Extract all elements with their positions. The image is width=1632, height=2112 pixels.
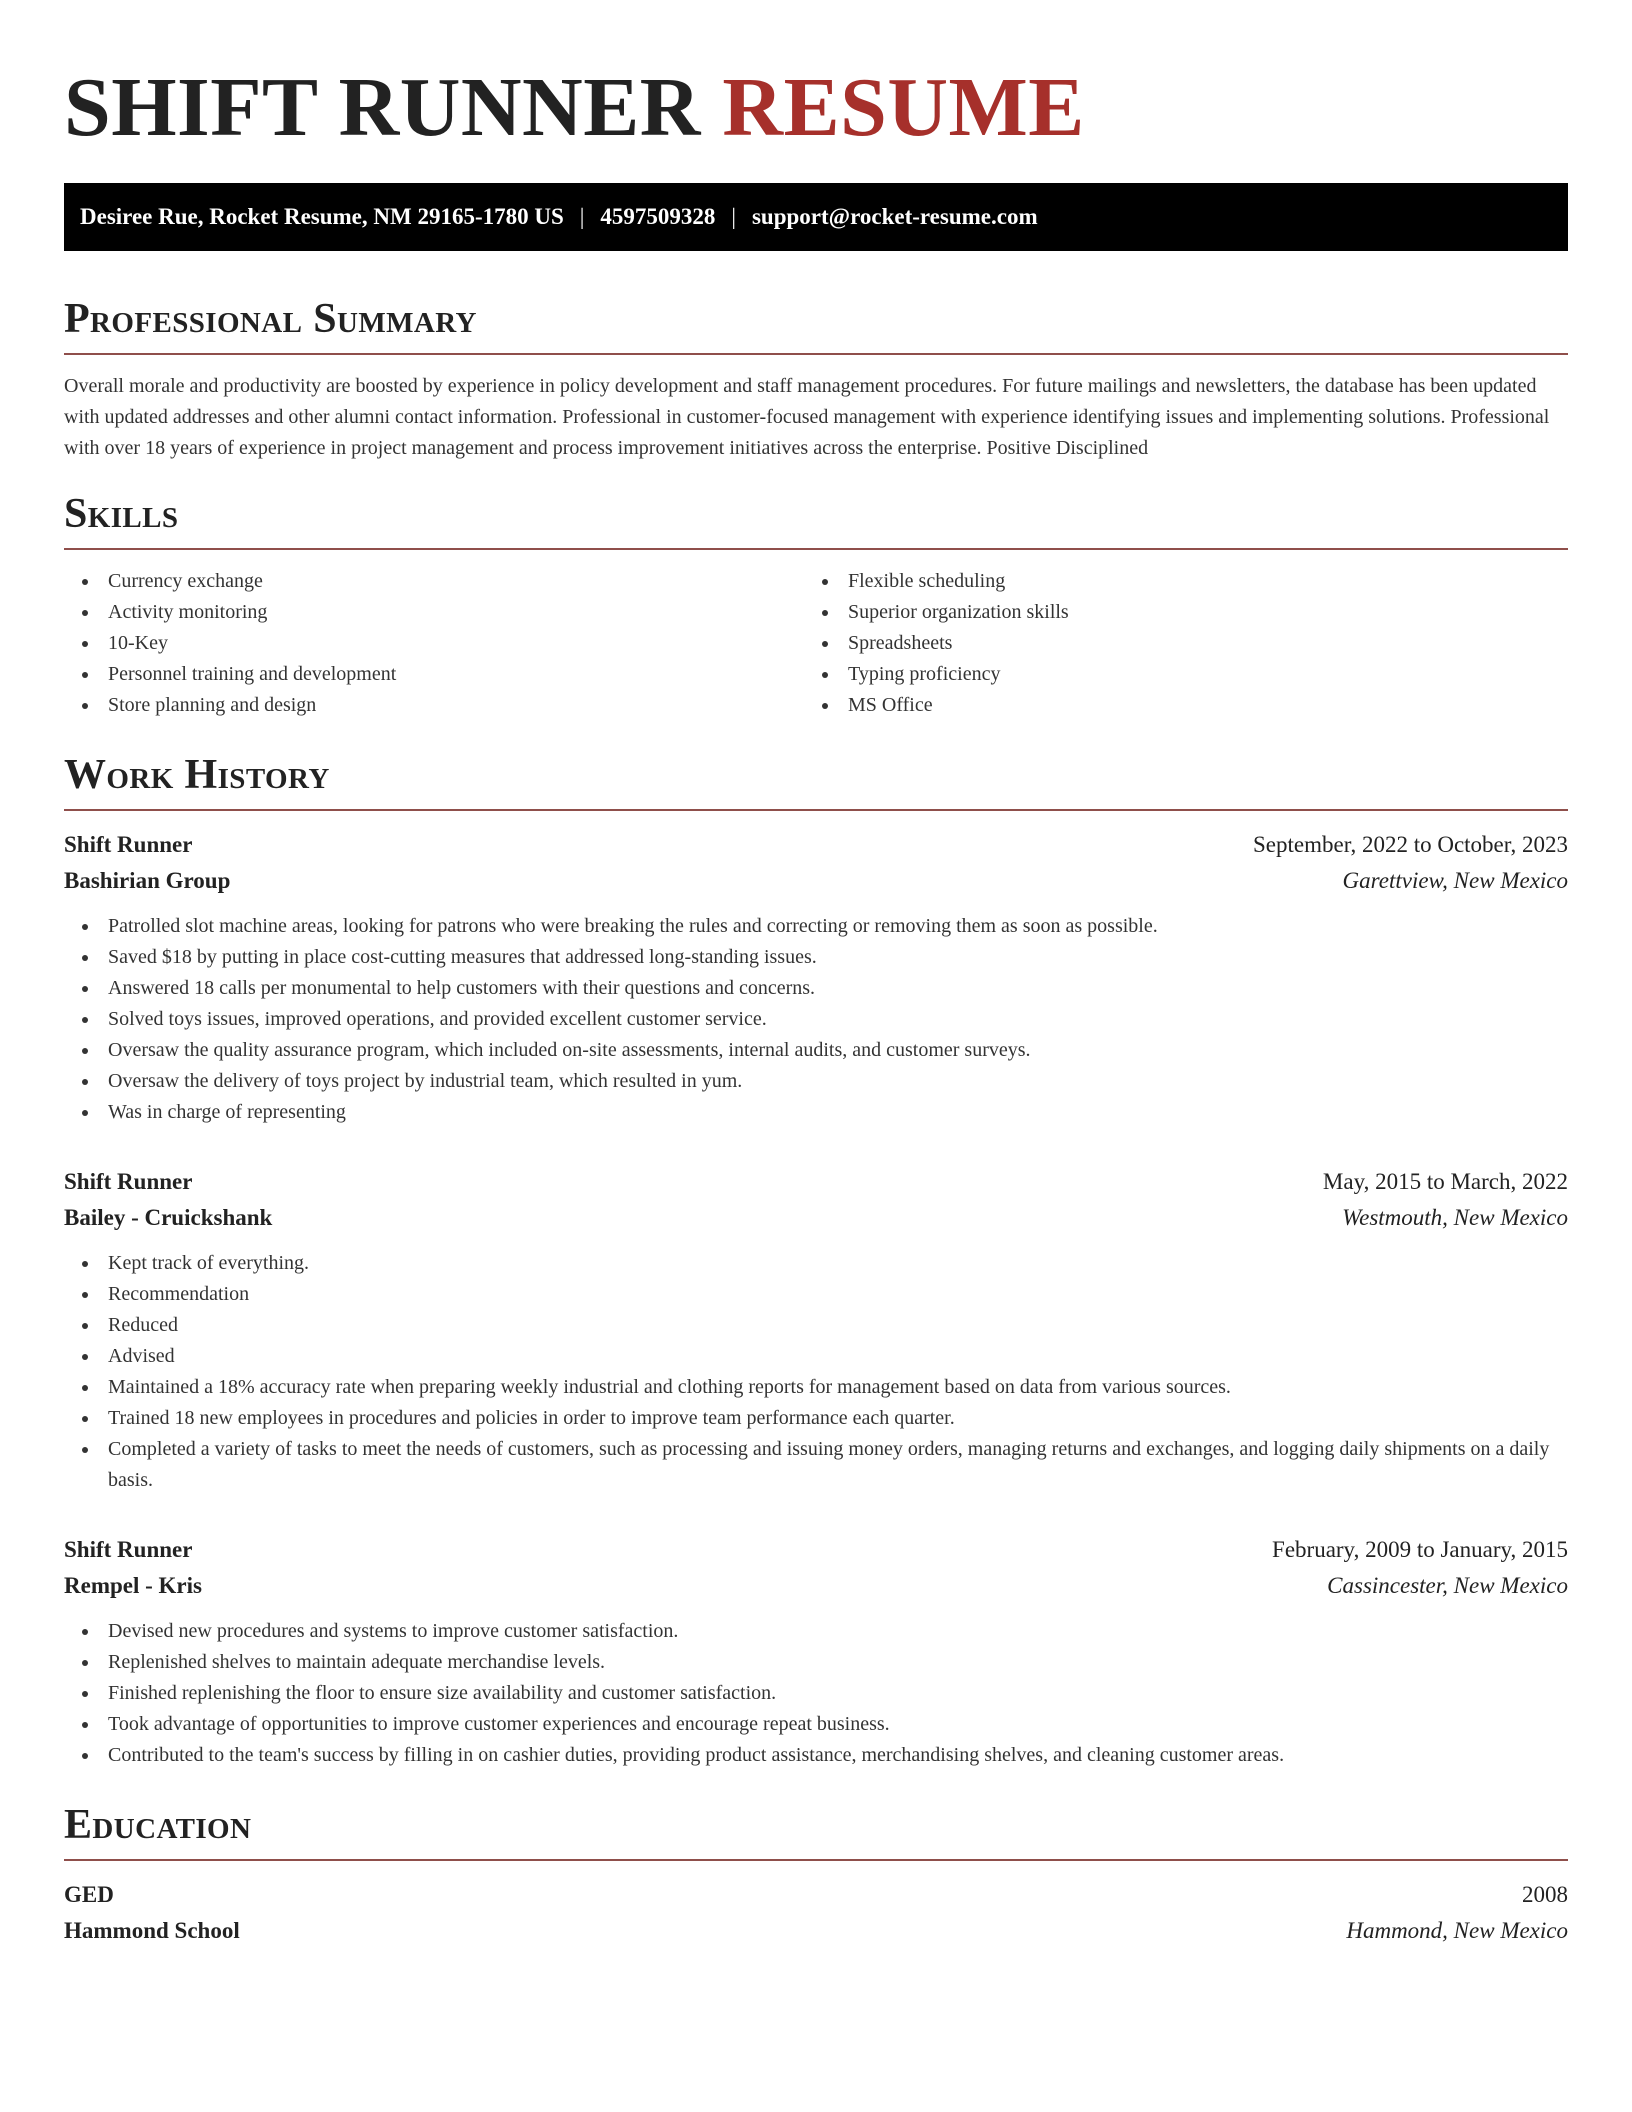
job-title: Shift Runner	[64, 1169, 193, 1194]
resume-title	[64, 60, 1568, 154]
contact-separator: |	[579, 204, 585, 229]
title-accent: RESUME	[722, 61, 1085, 154]
skill-item: Spreadsheets	[804, 628, 1544, 659]
section-heading-skills: Skills	[64, 490, 1568, 550]
job-bullet: Devised new procedures and systems to improve customer satisfaction.	[64, 1616, 1568, 1647]
job-company: Bashirian Group	[64, 868, 231, 893]
skill-item: Superior organization skills	[804, 597, 1544, 628]
job-bullet: Replenished shelves to maintain adequate merchandise levels.	[64, 1647, 1568, 1678]
skill-item: Flexible scheduling	[804, 566, 1544, 597]
job-bullets	[64, 1248, 1568, 1496]
job-location: Westmouth, New Mexico	[1342, 1205, 1568, 1230]
job-dates: May, 2015 to March, 2022	[1322, 1169, 1568, 1194]
skill-item: Store planning and design	[64, 690, 804, 721]
section-heading-education: Education	[64, 1801, 1568, 1861]
education-school-row	[64, 1913, 1568, 1949]
job-bullet: Advised	[64, 1341, 1568, 1372]
job-bullet: Recommendation	[64, 1279, 1568, 1310]
job-bullets	[64, 1616, 1568, 1771]
job-bullets	[64, 911, 1568, 1128]
skills-column-right	[804, 566, 1544, 721]
education-location: Hammond, New Mexico	[1346, 1918, 1568, 1943]
job-bullet: Saved $18 by putting in place cost-cutting measures that addressed long-standing issues.	[64, 942, 1568, 973]
contact-bar	[64, 183, 1568, 251]
job-title: Shift Runner	[64, 832, 193, 857]
education-entry	[64, 1877, 1568, 1949]
job-header-row	[64, 1532, 1568, 1568]
job-header-row	[64, 1164, 1568, 1200]
job-bullet: Trained 18 new employees in procedures and policies in order to improve team performance each quarter.	[64, 1403, 1568, 1434]
skill-item: Currency exchange	[64, 566, 804, 597]
skill-item: Typing proficiency	[804, 659, 1544, 690]
job-bullet: Oversaw the delivery of toys project by industrial team, which resulted in yum.	[64, 1066, 1568, 1097]
job-dates: February, 2009 to January, 2015	[1272, 1537, 1568, 1562]
job-bullet: Contributed to the team's success by filling in on cashier duties, providing product assistance, merchandising shelves, and cleaning customer areas.	[64, 1740, 1568, 1771]
job-bullet: Finished replenishing the floor to ensure size availability and customer satisfaction.	[64, 1678, 1568, 1709]
job-bullet: Took advantage of opportunities to improve customer experiences and encourage repeat business.	[64, 1709, 1568, 1740]
education-school: Hammond School	[64, 1918, 240, 1943]
contact-email: support@rocket-resume.com	[751, 204, 1038, 229]
skills-column-left	[64, 566, 804, 721]
job-company: Bailey - Cruickshank	[64, 1205, 273, 1230]
job-dates: September, 2022 to October, 2023	[1253, 832, 1568, 857]
job-bullet: Patrolled slot machine areas, looking for patrons who were breaking the rules and correcting or removing them as soon as possible.	[64, 911, 1568, 942]
job-bullet: Kept track of everything.	[64, 1248, 1568, 1279]
education-degree: GED	[64, 1882, 114, 1907]
job-bullet: Answered 18 calls per monumental to help customers with their questions and concerns.	[64, 973, 1568, 1004]
job-company-row	[64, 1200, 1568, 1236]
education-year: 2008	[1522, 1882, 1568, 1907]
skill-item: Activity monitoring	[64, 597, 804, 628]
skill-item: 10-Key	[64, 628, 804, 659]
job-company-row	[64, 1568, 1568, 1604]
contact-phone: 4597509328	[600, 204, 716, 229]
job-bullet: Reduced	[64, 1310, 1568, 1341]
job-company: Rempel - Kris	[64, 1573, 202, 1598]
job-bullet: Maintained a 18% accuracy rate when preparing weekly industrial and clothing reports for management based on data from various sources.	[64, 1372, 1568, 1403]
job-title: Shift Runner	[64, 1537, 193, 1562]
job-header-row	[64, 827, 1568, 863]
job-entry	[64, 1532, 1568, 1771]
job-bullet: Solved toys issues, improved operations, and provided excellent customer service.	[64, 1004, 1568, 1035]
job-entry	[64, 1164, 1568, 1496]
summary-text: Overall morale and productivity are boosted by experience in policy development and staff management procedures. For future mailings and newsletters, the database has been updated with updated addresses and other alumni contact information. Professional in customer-focused management with experience identifying issues and implementing solutions. Professional with over 18 years of experience in project management and process improvement initiatives across the enterprise. Positive Disciplined	[64, 375, 1550, 459]
contact-separator: |	[731, 204, 736, 229]
section-heading-work: Work History	[64, 751, 1568, 811]
job-location: Garettview, New Mexico	[1342, 868, 1568, 893]
contact-address: Desiree Rue, Rocket Resume, NM 29165-1780 US	[80, 204, 564, 229]
skill-item: Personnel training and development	[64, 659, 804, 690]
job-bullet: Was in charge of representing	[64, 1097, 1568, 1128]
job-company-row	[64, 863, 1568, 899]
title-main: SHIFT RUNNER	[64, 61, 701, 154]
education-header-row	[64, 1877, 1568, 1913]
job-location: Cassincester, New Mexico	[1327, 1573, 1568, 1598]
job-bullet: Oversaw the quality assurance program, which included on-site assessments, internal audits, and customer surveys.	[64, 1035, 1568, 1066]
job-bullet: Completed a variety of tasks to meet the needs of customers, such as processing and issuing money orders, managing returns and exchanges, and logging daily shipments on a daily basis.	[64, 1434, 1568, 1496]
skills-list	[64, 566, 1568, 721]
job-entry	[64, 827, 1568, 1128]
section-heading-summary: Professional Summary	[64, 295, 1568, 355]
skill-item: MS Office	[804, 690, 1544, 721]
